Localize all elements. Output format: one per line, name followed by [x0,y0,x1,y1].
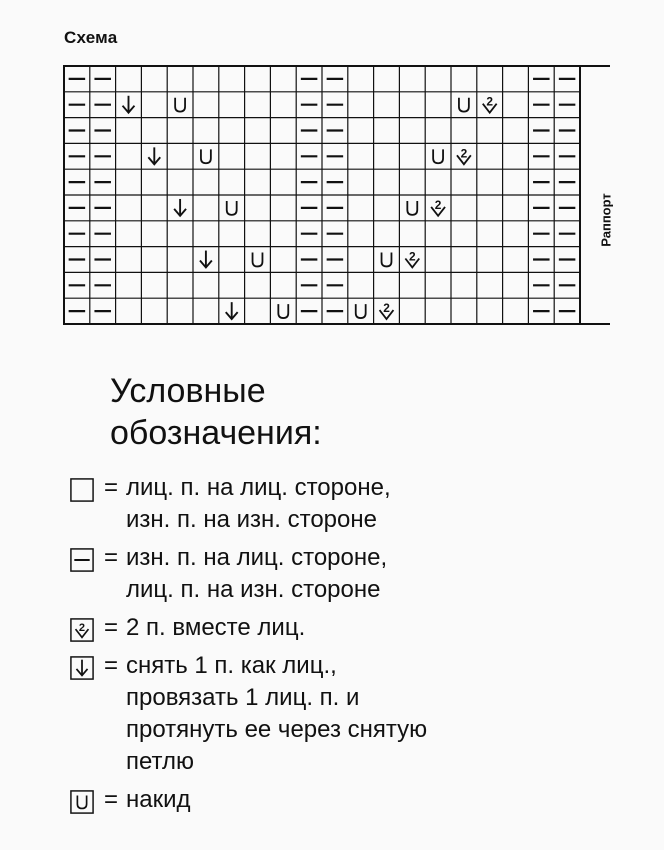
legend-item-yo [70,784,660,816]
yarn-over-mark [278,304,288,318]
legend-equals: = [104,786,119,813]
legend-description [126,650,660,778]
chart-cell-symbol [356,304,366,318]
chart-cell-symbol [200,251,212,268]
k2tog-number: 2 [78,621,86,634]
chart-cell-symbol [380,301,394,319]
k2tog-number: 2 [383,301,390,316]
yarn-over-mark [433,149,443,163]
chart-cell-symbol [278,304,288,318]
chart-cell-symbol [253,253,263,267]
chart-cell-symbol [148,147,160,164]
legend-item-dash [70,542,660,606]
legend-symbol-dash-icon [70,548,94,572]
yarn-over-mark [77,796,86,809]
legend-symbol-empty-icon [70,478,94,502]
chart-cell-symbol [174,199,186,216]
legend-symbol-box [71,791,93,813]
chart-cell-symbol [382,253,392,267]
yarn-over-mark [459,98,469,112]
legend-description-line: 2 п. вместе лиц. [126,614,306,641]
k2tog-number: 2 [434,197,442,212]
legend-equals: = [104,614,119,641]
yarn-over-mark [356,304,366,318]
chart-cell-symbol [483,95,497,113]
legend-equals: = [104,474,119,501]
knitting-chart [0,0,664,340]
yarn-over-mark [253,253,263,267]
legend-symbol-k2tog-icon [70,618,94,642]
k2tog-number: 2 [486,94,494,109]
chart-cell-symbol [123,96,135,113]
chart-cell-symbol [405,249,419,267]
legend-description [126,472,660,536]
legend-description-line: снять 1 п. как лиц., [126,652,337,679]
chart-cell-symbol [459,98,469,112]
chart-cell-symbol [226,302,238,319]
legend-equals: = [104,652,119,679]
yarn-over-mark [201,149,211,163]
k2tog-number: 2 [408,249,416,264]
legend-symbol-box [71,479,93,501]
legend-description-line: лиц. п. на изн. стороне [126,576,381,603]
chart-cell-symbol [433,149,443,163]
chart-grid [64,66,580,324]
chart-title: Схема [64,28,118,47]
chart-cell-symbol [201,149,211,163]
legend-symbol-skp-icon [70,656,94,680]
chart-cell-symbol [431,198,445,216]
legend-description-line: провязать 1 лиц. п. и [126,684,360,711]
legend-description-line: изн. п. на лиц. стороне, [126,544,388,571]
legend-description-line: лиц. п. на лиц. стороне, [126,474,391,501]
legend-symbol-yo-icon [70,790,94,814]
legend-item-skp [70,650,660,778]
k2tog-number: 2 [460,146,468,161]
chart-cell-symbol [457,146,471,164]
legend-equals: = [104,544,119,571]
yarn-over-mark [227,201,237,215]
rapport-label: Раппорт [598,193,614,247]
legend-description-line: изн. п. на изн. стороне [126,506,377,533]
yarn-over-mark [407,201,417,215]
chart-cell-symbol [407,201,417,215]
yarn-over-mark [382,253,392,267]
legend-heading-line-1: Условные [110,372,266,410]
legend-heading-line-2: обозначения: [110,414,322,452]
chart-cell-symbol [175,98,185,112]
yarn-over-mark [175,98,185,112]
legend-description-line: накид [126,786,191,813]
legend-description [126,784,660,816]
legend-heading [110,370,322,454]
legend-item-empty [70,472,660,536]
legend-description [126,612,660,644]
legend-description [126,542,660,606]
legend-list [70,472,660,822]
legend-description-line: петлю [126,748,195,775]
legend-description-line: протянуть ее через снятую [126,716,428,743]
legend-item-k2tog [70,612,660,644]
chart-cell-symbol [227,201,237,215]
